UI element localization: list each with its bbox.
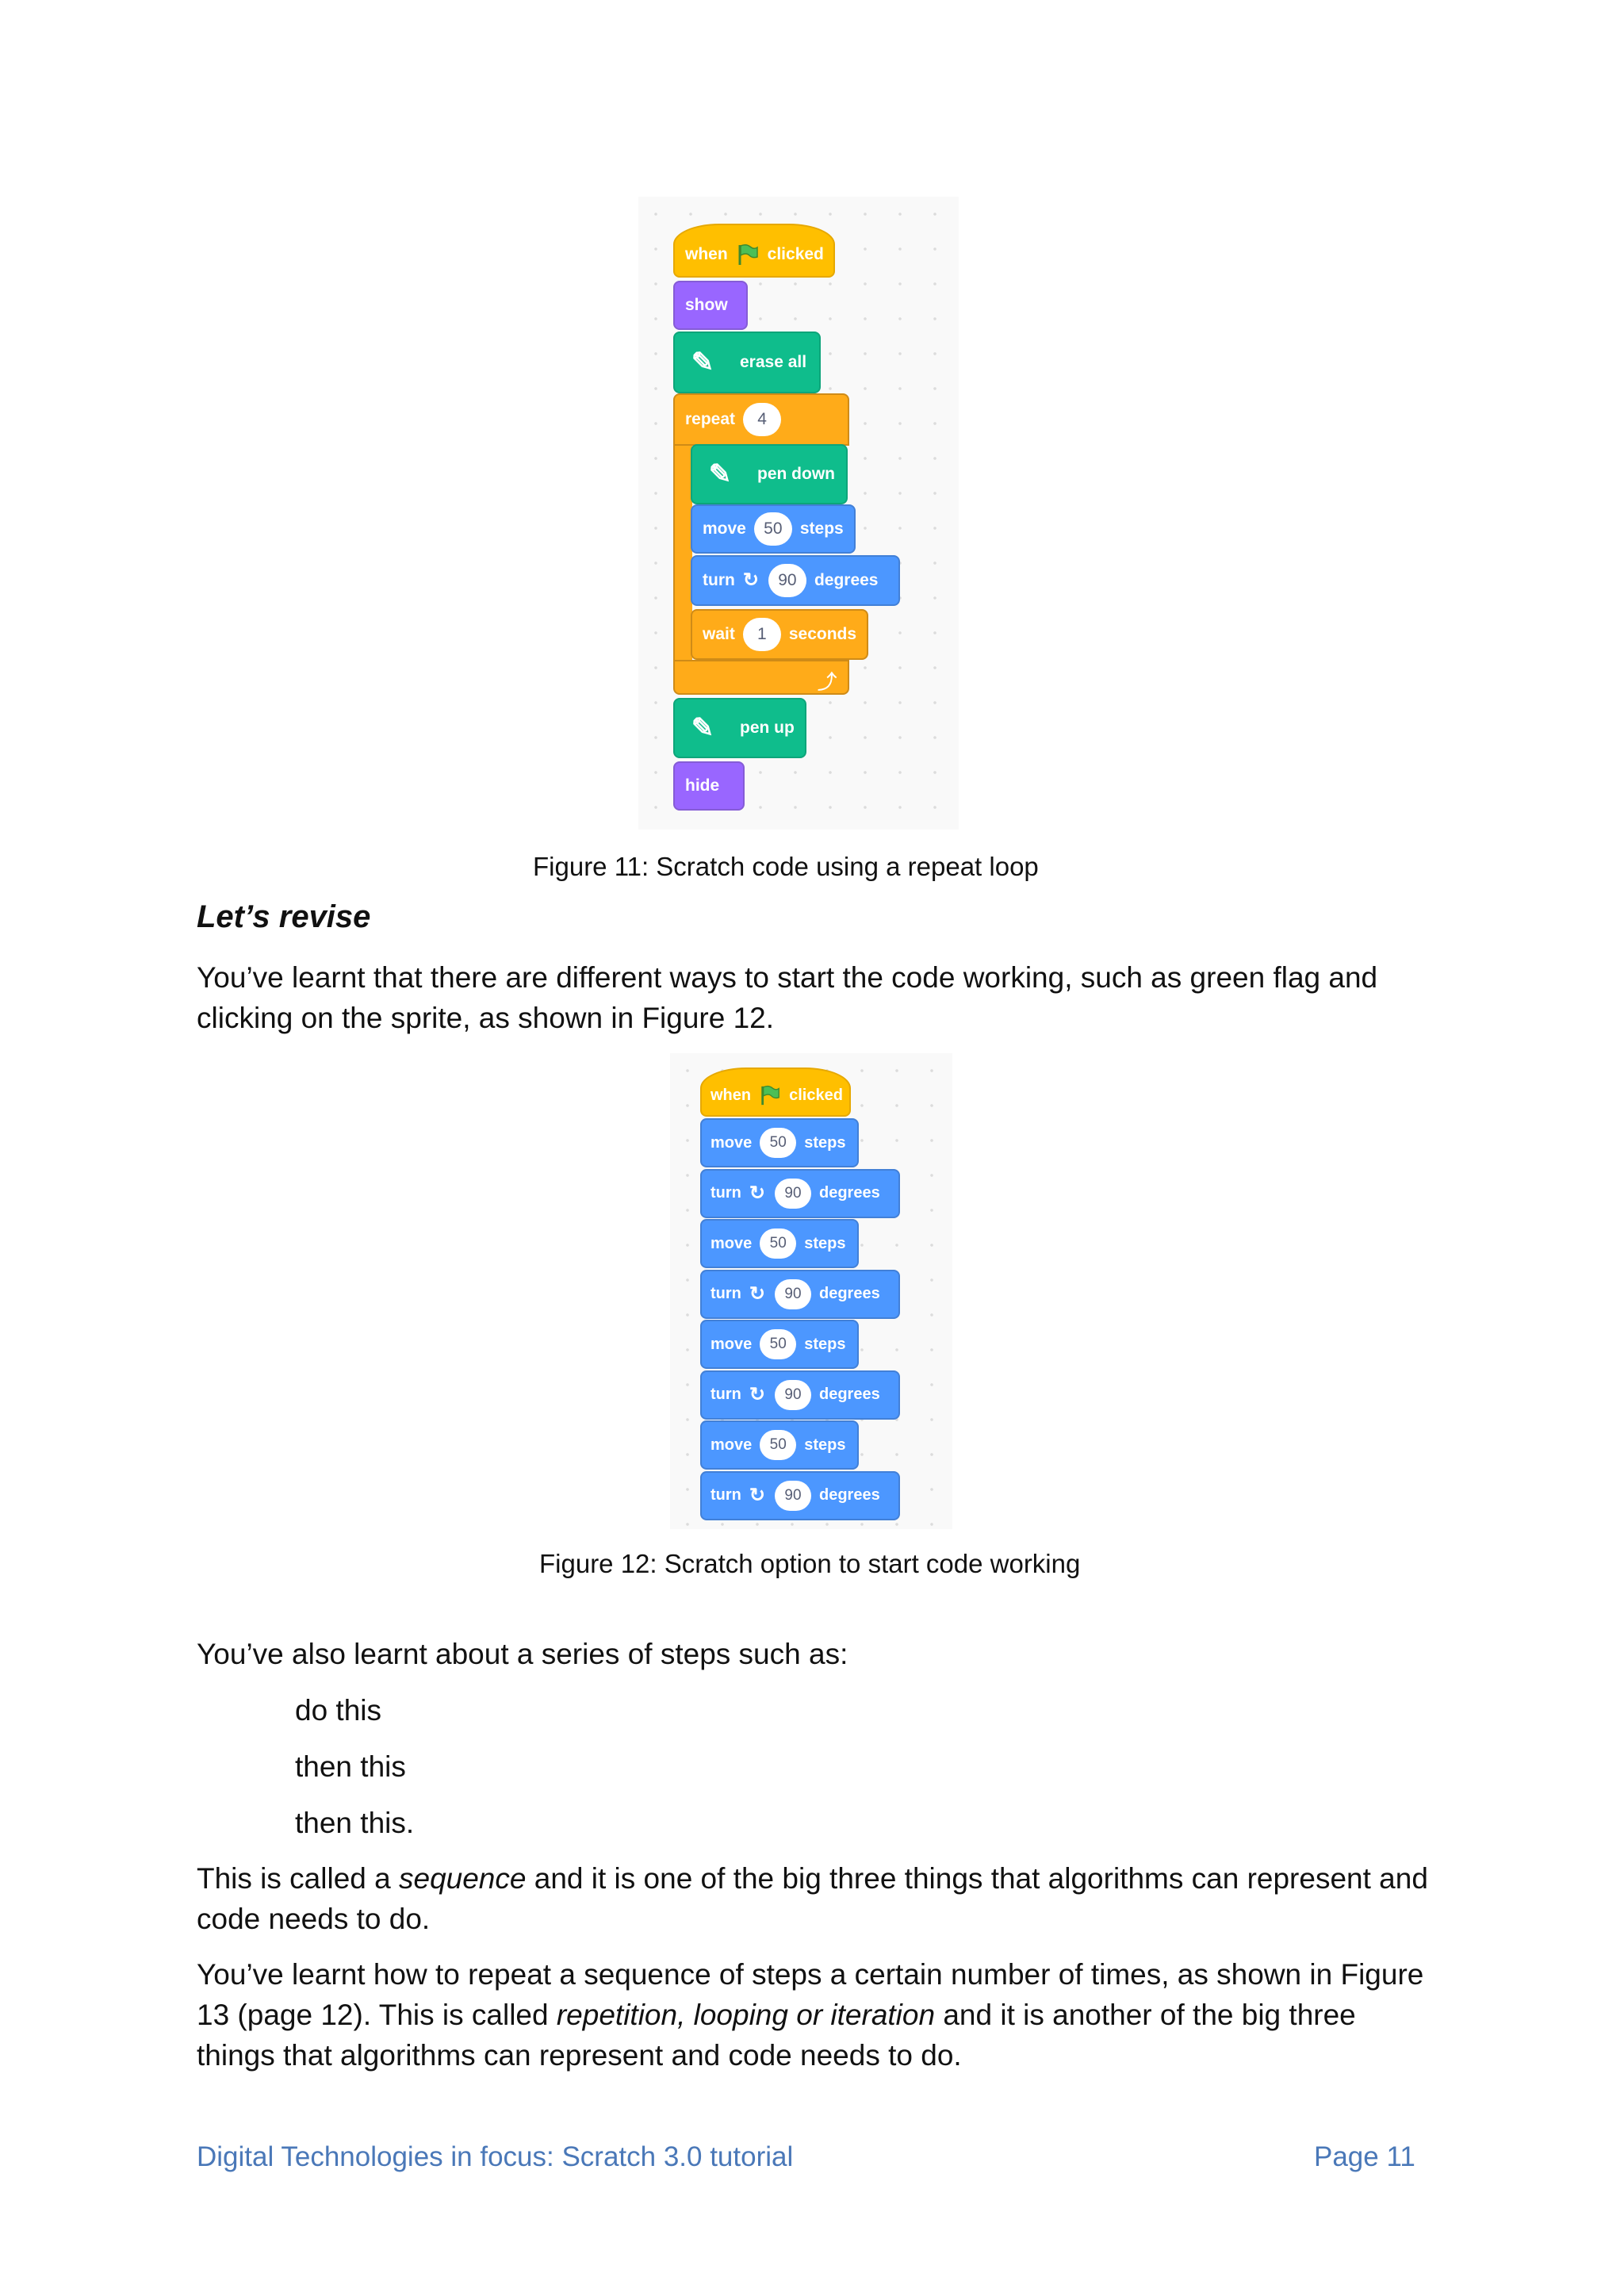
block-text: pen down [757,465,835,483]
block-text: when [710,1086,752,1104]
wait-seconds-block [691,609,868,660]
block-text: turn [703,571,735,589]
pen-icon: ✎ [691,347,714,378]
hide-block [673,761,745,811]
figure-11-caption: Figure 11: Scratch code using a repeat loop [533,852,1039,881]
turn-degrees-block [700,1370,900,1420]
sequence-term: sequence [399,1862,527,1895]
turn-degrees-input: 90 [775,1179,811,1209]
repeat-block [673,393,849,446]
turn-degrees-input: 90 [775,1380,811,1410]
turn-degrees-input: 90 [775,1481,811,1511]
move-steps-input: 50 [760,1430,796,1460]
wait-seconds-input: 1 [743,618,781,651]
green-flag-icon [759,1084,781,1106]
pen-icon: ✎ [708,459,732,489]
block-text: degrees [819,1386,880,1403]
move-steps-block [700,1420,859,1470]
block-text: degrees [819,1184,880,1202]
revise-intro-paragraph: You’ve learnt that there are different ways to start the code working, such as green flag and clicking on the sprite, as shown in Figure 12. [197,961,1378,1034]
block-text: move [703,519,746,538]
block-text: steps [804,1435,846,1454]
block-text: move [710,1133,753,1152]
erase-all-block [673,332,821,393]
move-steps-block [700,1118,859,1167]
turn-right-icon: ↻ [749,1282,765,1305]
figure-11-image [638,197,959,830]
block-text: turn [710,1386,741,1403]
paragraph-text: This is called a [197,1862,399,1895]
series-item: then this [295,1750,406,1783]
block-text: hide [685,776,720,795]
block-text: move [710,1234,753,1252]
block-text: when [685,245,728,263]
when-flag-clicked-block [673,224,835,278]
block-text: steps [804,1234,846,1252]
block-text: steps [799,519,844,538]
show-block [673,281,748,330]
repeat-count-input: 4 [743,403,781,436]
pen-down-block [691,444,848,504]
block-text: degrees [814,571,879,589]
block-text: turn [710,1184,741,1202]
block-text: degrees [819,1285,880,1302]
when-flag-clicked-block [700,1068,851,1117]
block-text: show [685,296,728,314]
repeat-block-bottom [673,660,849,695]
turn-degrees-block [700,1270,900,1319]
section-heading: Let’s revise [197,899,371,934]
block-text: turn [710,1285,741,1302]
turn-right-icon: ↻ [742,569,759,591]
repetition-paragraph [197,1954,1434,2076]
move-steps-block [700,1320,859,1369]
turn-degrees-input: 90 [775,1279,811,1309]
turn-right-icon: ↻ [749,1182,765,1204]
block-text: repeat [685,410,736,428]
block-text: clicked [789,1086,843,1104]
repeat-block-arm [673,446,692,660]
block-text: steps [804,1133,846,1152]
series-item: then this. [295,1807,415,1839]
turn-degrees-block [691,555,900,606]
move-steps-input: 50 [760,1228,796,1259]
pen-up-block [673,698,806,758]
move-steps-input: 50 [760,1329,796,1359]
pen-icon: ✎ [691,713,714,743]
figure-12-image [670,1053,952,1529]
paragraph-text: and it is another of the big three things that algorithms can represent and code needs to do. [197,1999,1356,2072]
block-text: wait [703,625,735,643]
turn-degrees-block [700,1471,900,1520]
turn-right-icon: ↻ [749,1484,765,1506]
sequence-paragraph [197,1858,1434,1939]
footer-document-title: Digital Technologies in focus: Scratch 3.0 tutorial [197,2141,794,2172]
paragraph-text: and it is one of the big three things that algorithms can represent and code needs to do. [197,1862,1428,1935]
paragraph-text: You’ve learnt how to repeat a sequence of steps a certain number of times, as shown in Figure 13 (page 12). This is called [197,1958,1424,2031]
block-text: clicked [767,245,824,263]
block-text: steps [804,1335,846,1353]
series-item: do this [295,1694,382,1727]
series-intro-text: You’ve also learnt about a series of steps such as: [197,1638,848,1670]
block-text: turn [710,1486,741,1504]
block-text: seconds [788,625,857,643]
block-text: pen up [740,719,795,737]
turn-degrees-input: 90 [768,564,806,597]
block-text: move [710,1435,753,1454]
loop-arrow-icon: ⤴ [818,672,837,693]
move-steps-input: 50 [754,512,792,546]
block-text: move [710,1335,753,1353]
turn-right-icon: ↻ [749,1383,765,1405]
green-flag-icon [736,243,760,266]
footer-page-number: Page 11 [1314,2141,1415,2172]
turn-degrees-block [700,1169,900,1218]
move-steps-block [691,504,856,554]
figure-12-caption: Figure 12: Scratch option to start code working [539,1549,1081,1578]
move-steps-input: 50 [760,1128,796,1158]
block-text: degrees [819,1486,880,1504]
block-text: erase all [740,353,807,371]
move-steps-block [700,1219,859,1268]
repetition-term: repetition, looping or iteration [556,1999,936,2031]
